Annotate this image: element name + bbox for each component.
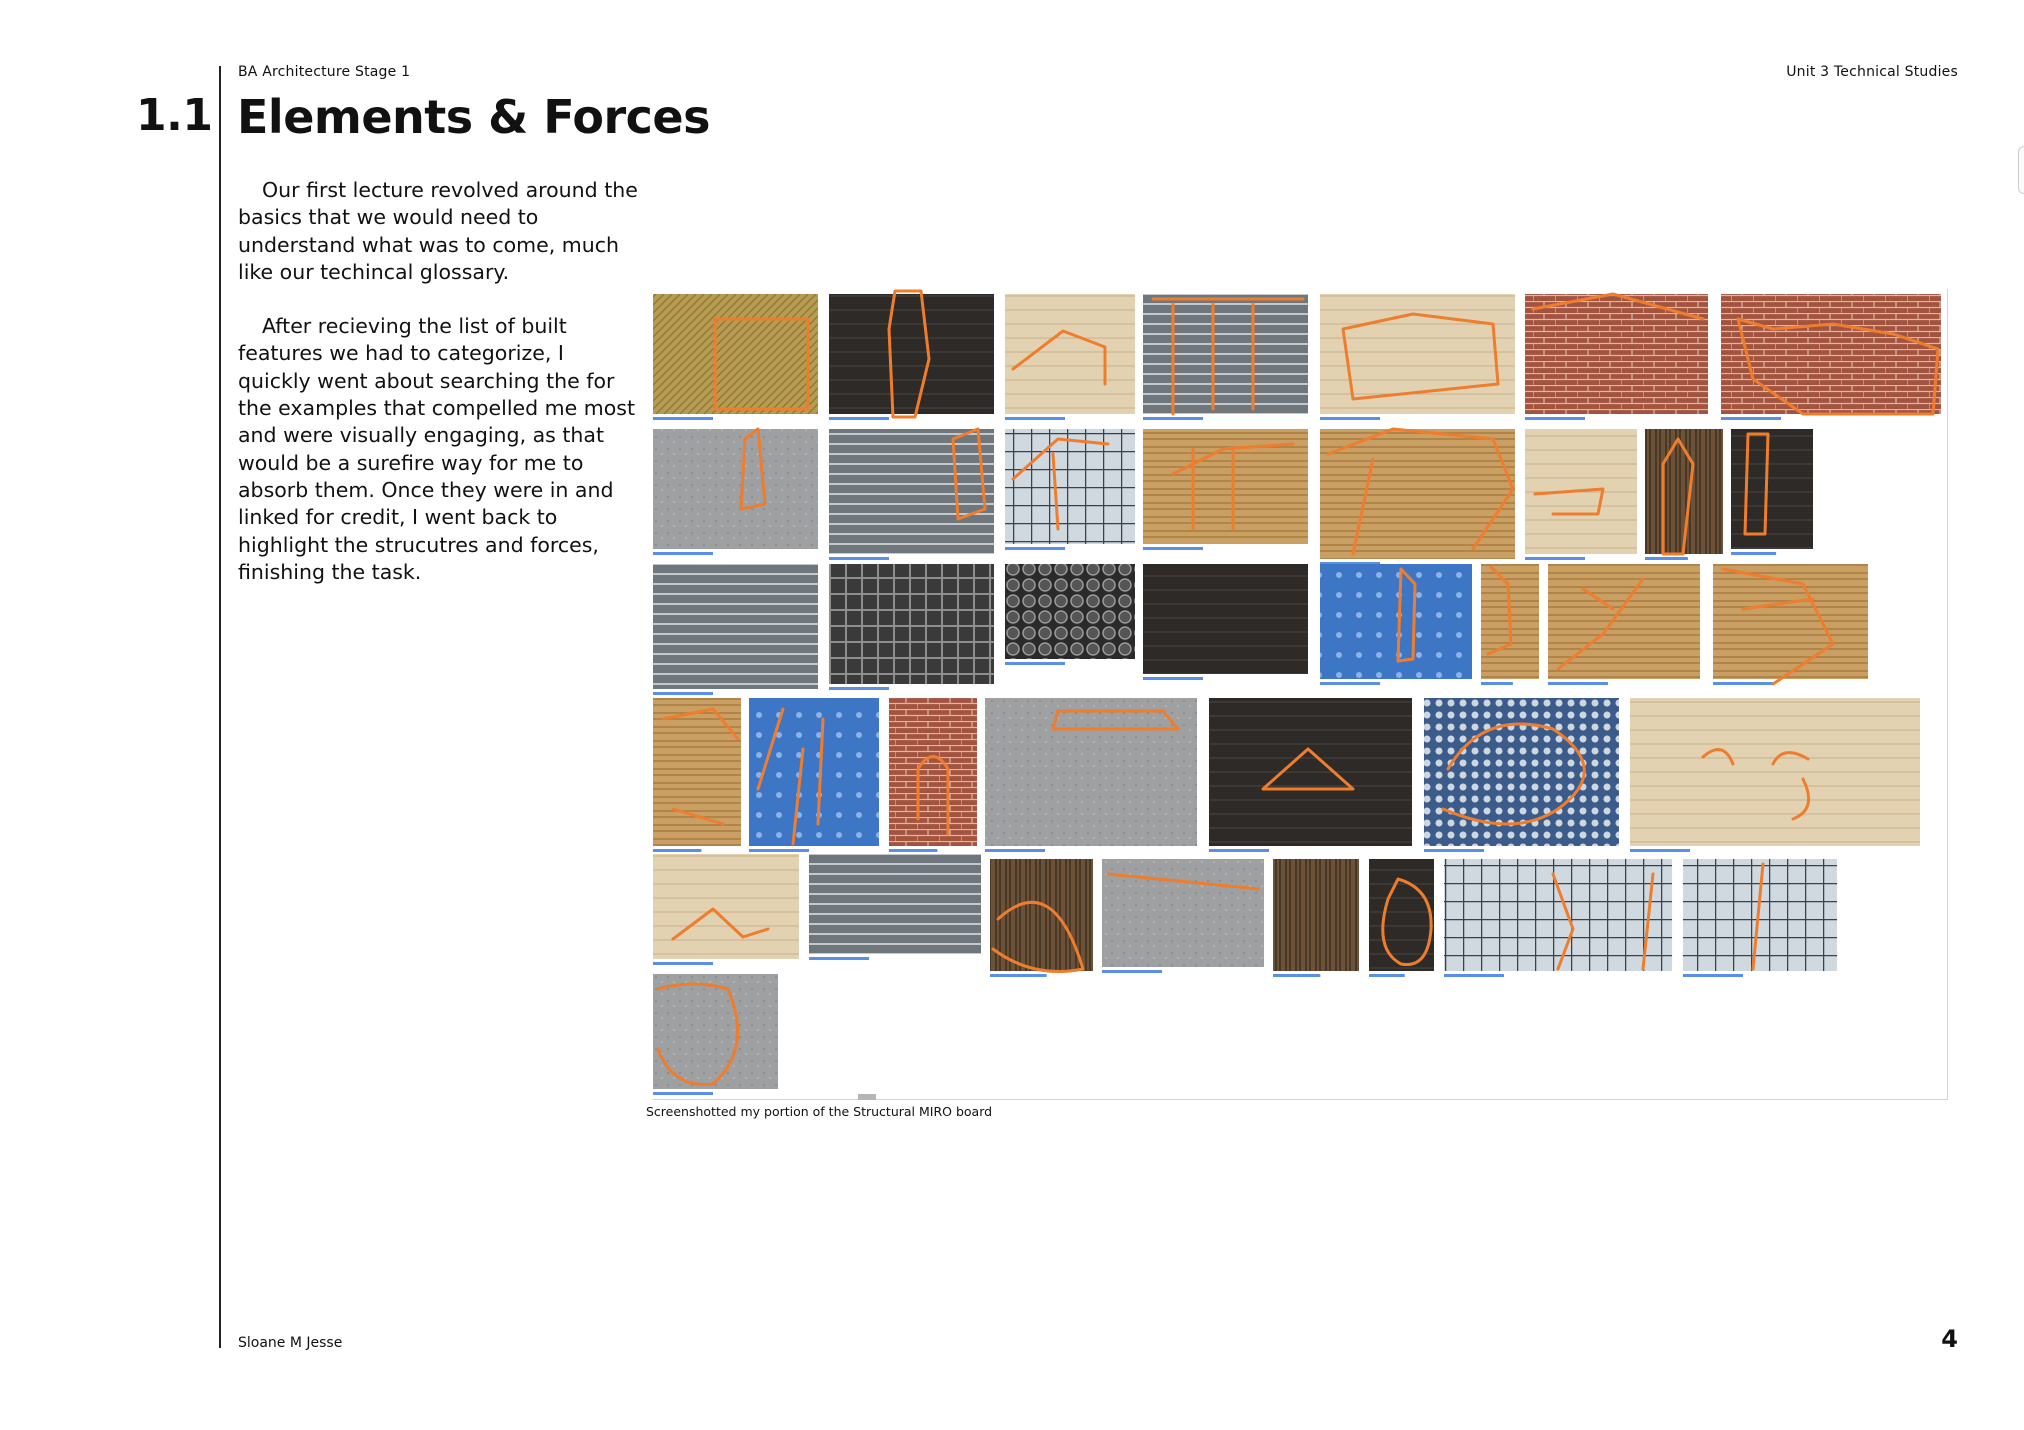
credit-link-line: [809, 957, 869, 960]
credit-link-line: [1005, 547, 1065, 550]
credit-link-line: [653, 692, 713, 695]
credit-link-line: [1143, 547, 1203, 550]
collage-photo: [1209, 698, 1412, 846]
margin-rule: [219, 66, 221, 1348]
credit-link-line: [653, 417, 713, 420]
credit-link-line: [1320, 417, 1380, 420]
collage-photo: [1143, 429, 1308, 544]
collage-photo: [653, 854, 799, 959]
collage-photo: [1005, 429, 1135, 544]
credit-link-line: [653, 962, 713, 965]
credit-link-line: [1525, 557, 1585, 560]
collage-photo: [829, 564, 994, 684]
body-paragraph-2: After recieving the list of built features we had to categorize, I quickly went about searching the for the examples that compelled me most and were visually engaging, as that would be a surefire way for me to absorb them. Once they were in and linked for credit, I went back to highlight the strucutres and forces, finishing the task.: [238, 314, 636, 584]
collage-photo: [653, 429, 818, 549]
collage-photo: [889, 698, 977, 846]
author-name: Sloane M Jesse: [238, 1335, 343, 1351]
collage-photo: [653, 564, 818, 689]
credit-link-line: [1713, 682, 1773, 685]
collage-photo: [1273, 859, 1359, 971]
collage-photo: [1630, 698, 1920, 846]
credit-link-line: [1320, 682, 1380, 685]
credit-link-line: [653, 1092, 713, 1095]
body-paragraph-1: Our first lecture revolved around the basics that we would need to understand what was to come, much like our techincal glossary.: [238, 178, 638, 284]
collage-photo: [749, 698, 879, 846]
credit-link-line: [1548, 682, 1608, 685]
collage-photo: [1320, 294, 1515, 414]
credit-link-line: [829, 557, 889, 560]
credit-link-line: [1143, 417, 1203, 420]
course-label: BA Architecture Stage 1: [238, 64, 411, 80]
collage-photo: [653, 294, 818, 414]
collage-photo: [829, 294, 994, 414]
credit-link-line: [1630, 849, 1690, 852]
page-number: 4: [1941, 1325, 1958, 1353]
figure-caption: Screenshotted my portion of the Structural MIRO board: [646, 1104, 993, 1119]
credit-link-line: [1005, 417, 1065, 420]
credit-link-line: [1102, 970, 1162, 973]
collage-photo: [1731, 429, 1813, 549]
credit-link-line: [1273, 974, 1320, 977]
credit-link-line: [1005, 662, 1065, 665]
collage-photo: [1721, 294, 1941, 414]
board-scroll-tab: [858, 1094, 876, 1100]
credit-link-line: [1369, 974, 1405, 977]
credit-link-line: [1209, 849, 1269, 852]
credit-link-line: [749, 849, 809, 852]
miro-board-screenshot: [653, 289, 1948, 1100]
collage-photo: [829, 429, 994, 554]
credit-link-line: [1721, 417, 1781, 420]
photo-collage: [653, 289, 1947, 1099]
body-text: [238, 177, 643, 613]
unit-label: Unit 3 Technical Studies: [1786, 64, 1958, 80]
credit-link-line: [1645, 557, 1688, 560]
collage-photo: [1683, 859, 1837, 971]
credit-link-line: [889, 849, 937, 852]
collage-photo: [1005, 294, 1135, 414]
credit-link-line: [1424, 849, 1484, 852]
collage-photo: [1548, 564, 1700, 679]
credit-link-line: [1143, 677, 1203, 680]
credit-link-line: [829, 417, 889, 420]
credit-link-line: [1444, 974, 1504, 977]
credit-link-line: [653, 552, 713, 555]
collage-photo: [1005, 564, 1135, 659]
credit-link-line: [1731, 552, 1776, 555]
credit-link-line: [1683, 974, 1743, 977]
credit-link-line: [829, 687, 889, 690]
credit-link-line: [1525, 417, 1585, 420]
credit-link-line: [1481, 682, 1513, 685]
collage-photo: [1320, 429, 1515, 559]
side-edge-tab: [2018, 146, 2024, 194]
credit-link-line: [990, 974, 1047, 977]
page-title: Elements & Forces: [237, 90, 710, 144]
credit-link-line: [985, 849, 1045, 852]
section-number: 1.1: [136, 90, 213, 141]
collage-photo: [809, 854, 981, 954]
collage-photo: [1143, 564, 1308, 674]
collage-photo: [985, 698, 1197, 846]
credit-link-line: [653, 849, 701, 852]
collage-photo: [653, 698, 741, 846]
collage-photo: [1143, 294, 1308, 414]
collage-photo: [1444, 859, 1672, 971]
collage-photo: [1320, 564, 1472, 679]
